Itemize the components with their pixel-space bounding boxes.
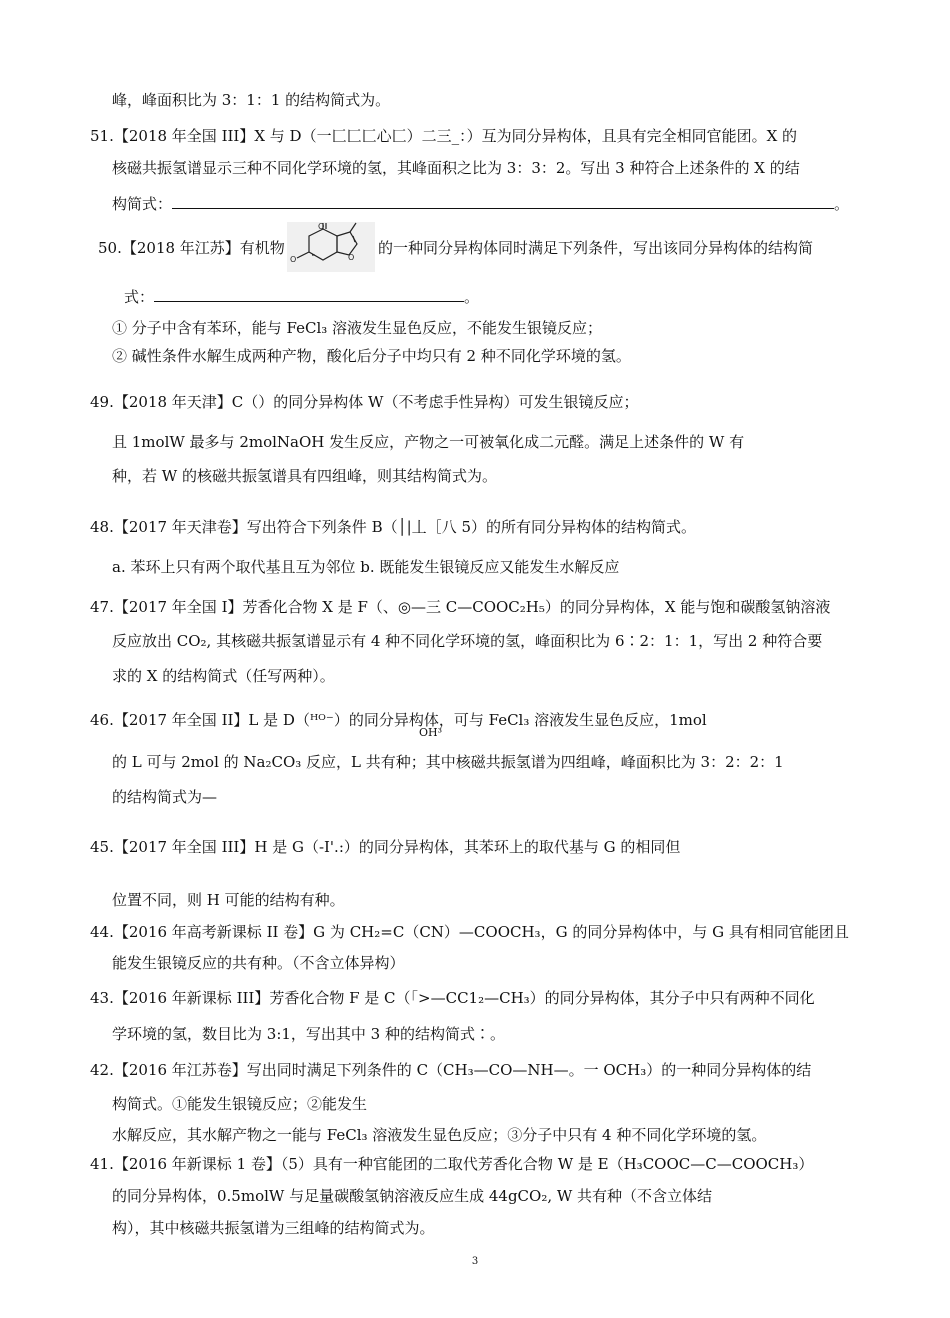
- question-47-line-3: 求的 X 的结构简式（任写两种）。: [112, 667, 335, 685]
- question-49-line-2: 且 1molW 最多与 2molNaOH 发生反应，产物之一可被氧化成二元醛。满足上述条件的 W 有: [112, 433, 745, 451]
- text-segment: 式：: [124, 288, 155, 306]
- question-46-line-3: 的结构简式为—: [112, 788, 218, 806]
- question-45-line-1: 45.【2017 年全国 III】H 是 G（-I'.:）的同分异构体，其苯环上的取代基与 G 的相同但: [90, 838, 681, 856]
- question-49-line-3: 种，若 W 的核磁共振氢谱具有四组峰，则其结构简式为。: [112, 467, 497, 485]
- question-50-line-1a: 50.【2018 年江苏】有机物: [98, 239, 285, 257]
- question-48-line-2: a. 苯环上只有两个取代基且互为邻位 b. 既能发生银镜反应又能发生水解反应: [112, 558, 620, 576]
- question-48-line-1: 48.【2017 年天津卷】写出符合下列条件 B（│|丄［八 5）的所有同分异构体的结构简式。: [90, 518, 696, 536]
- question-49-line-1: 49.【2018 年天津】C（）的同分异构体 W（不考虑手性异构）可发生银镜反应；: [90, 393, 639, 411]
- question-50-line-2: [124, 287, 479, 307]
- question-51-line-1: 51.【2018 年全国 III】X 与 D（一匚匚匚心匚）二三_：）互为同分异构体，且具有完全相同官能团。X 的: [90, 127, 798, 145]
- question-42-line-1: 42.【2016 年江苏卷】写出同时满足下列条件的 C（CH₃—CO—NH—。一 OCH₃）的一种同分异构体的结: [90, 1061, 812, 1079]
- question-45-line-2: 位置不同，则 H 可能的结构有种。: [112, 891, 345, 909]
- text-segment: 。: [834, 195, 850, 213]
- question-46-line-2: 的 L 可与 2mol 的 Na₂CO₃ 反应，L 共有种；其中核磁共振氢谱为四组峰，峰面积比为 3：2：2：1: [112, 753, 784, 771]
- svg-text:O: O: [348, 253, 355, 262]
- question-41-line-1: 41.【2016 年新课标 1 卷】（5）具有一种官能团的二取代芳香化合物 W 是 E（H₃COOC—C—COOCH₃）: [90, 1155, 814, 1173]
- text-segment: 。: [464, 288, 480, 306]
- question-42-line-3: 水解反应，其水解产物之一能与 FeCl₃ 溶液发生显色反应；③分子中只有 4 种不同化学环境的氢。: [112, 1126, 767, 1144]
- question-44-line-1: 44.【2016 年高考新课标 II 卷】G 为 CH₂=C（CN）—COOCH₃，G 的同分异构体中，与 G 具有相同官能团且: [90, 923, 849, 941]
- question-41-line-3: 构），其中核磁共振氢谱为三组峰的结构简式为。: [112, 1219, 435, 1237]
- text-line: 峰，峰面积比为 3：1：1 的结构简式为。: [112, 91, 391, 109]
- page-number: 3: [471, 1256, 479, 1267]
- question-51-line-3: [112, 194, 849, 214]
- answer-blank: [172, 194, 834, 209]
- question-50-condition-1: ① 分子中含有苯环，能与 FeCl₃ 溶液发生显色反应，不能发生银镜反应；: [112, 319, 603, 337]
- question-50-line-1b: 的一种同分异构体同时满足下列条件，写出该同分异构体的结构简: [378, 239, 814, 257]
- question-44-line-2: 能发生银镜反应的共有种。（不含立体异构）: [112, 954, 405, 972]
- answer-blank: [154, 287, 464, 302]
- question-47-line-1: 47.【2017 年全国 I】芳香化合物 X 是 F（、◎—三 C—COOC₂H₅）的同分异构体，X 能与饱和碳酸氢钠溶液: [90, 598, 831, 616]
- molecule-structure-image: [287, 222, 375, 272]
- question-43-line-1: 43.【2016 年新课标 III】芳香化合物 F 是 C（「>—CC1₂—CH₃）的同分异构体，其分子中只有两种不同化: [90, 989, 815, 1007]
- question-47-line-2: 反应放出 CO₂, 其核磁共振氢谱显示有 4 种不同化学环境的氢，峰面积比为 6∶2：1：1，写出 2 种符合要: [112, 632, 823, 650]
- question-51-line-2: 核磁共振氢谱显示三种不同化学环境的氢，其峰面积之比为 3：3：2。写出 3 种符合上述条件的 X 的结: [112, 159, 800, 177]
- question-43-line-2: 学环境的氢，数目比为 3:1，写出其中 3 种的结构简式∶。: [112, 1025, 505, 1043]
- question-50-condition-2: ② 碱性条件水解生成两种产物，酸化后分子中均只有 2 种不同化学环境的氢。: [112, 347, 631, 365]
- question-42-line-2: 构简式。①能发生银镜反应；②能发生: [112, 1095, 368, 1113]
- question-46-line-1: 46.【2017 年全国 II】L 是 D（ᴴᴼ⁻）的同分异构体，可与 FeCl₃ 溶液发生显色反应，1mol: [90, 711, 707, 729]
- svg-text:O: O: [290, 255, 297, 264]
- text-segment: 构简式：: [112, 195, 173, 213]
- svg-text:O: O: [318, 222, 325, 231]
- question-41-line-2: 的同分异构体，0.5molW 与足量碳酸氢钠溶液反应生成 44gCO₂, W 共有种（不含立体结: [112, 1187, 713, 1205]
- benzofuranone-structure: [287, 222, 375, 272]
- oh-label: OH³: [419, 726, 443, 739]
